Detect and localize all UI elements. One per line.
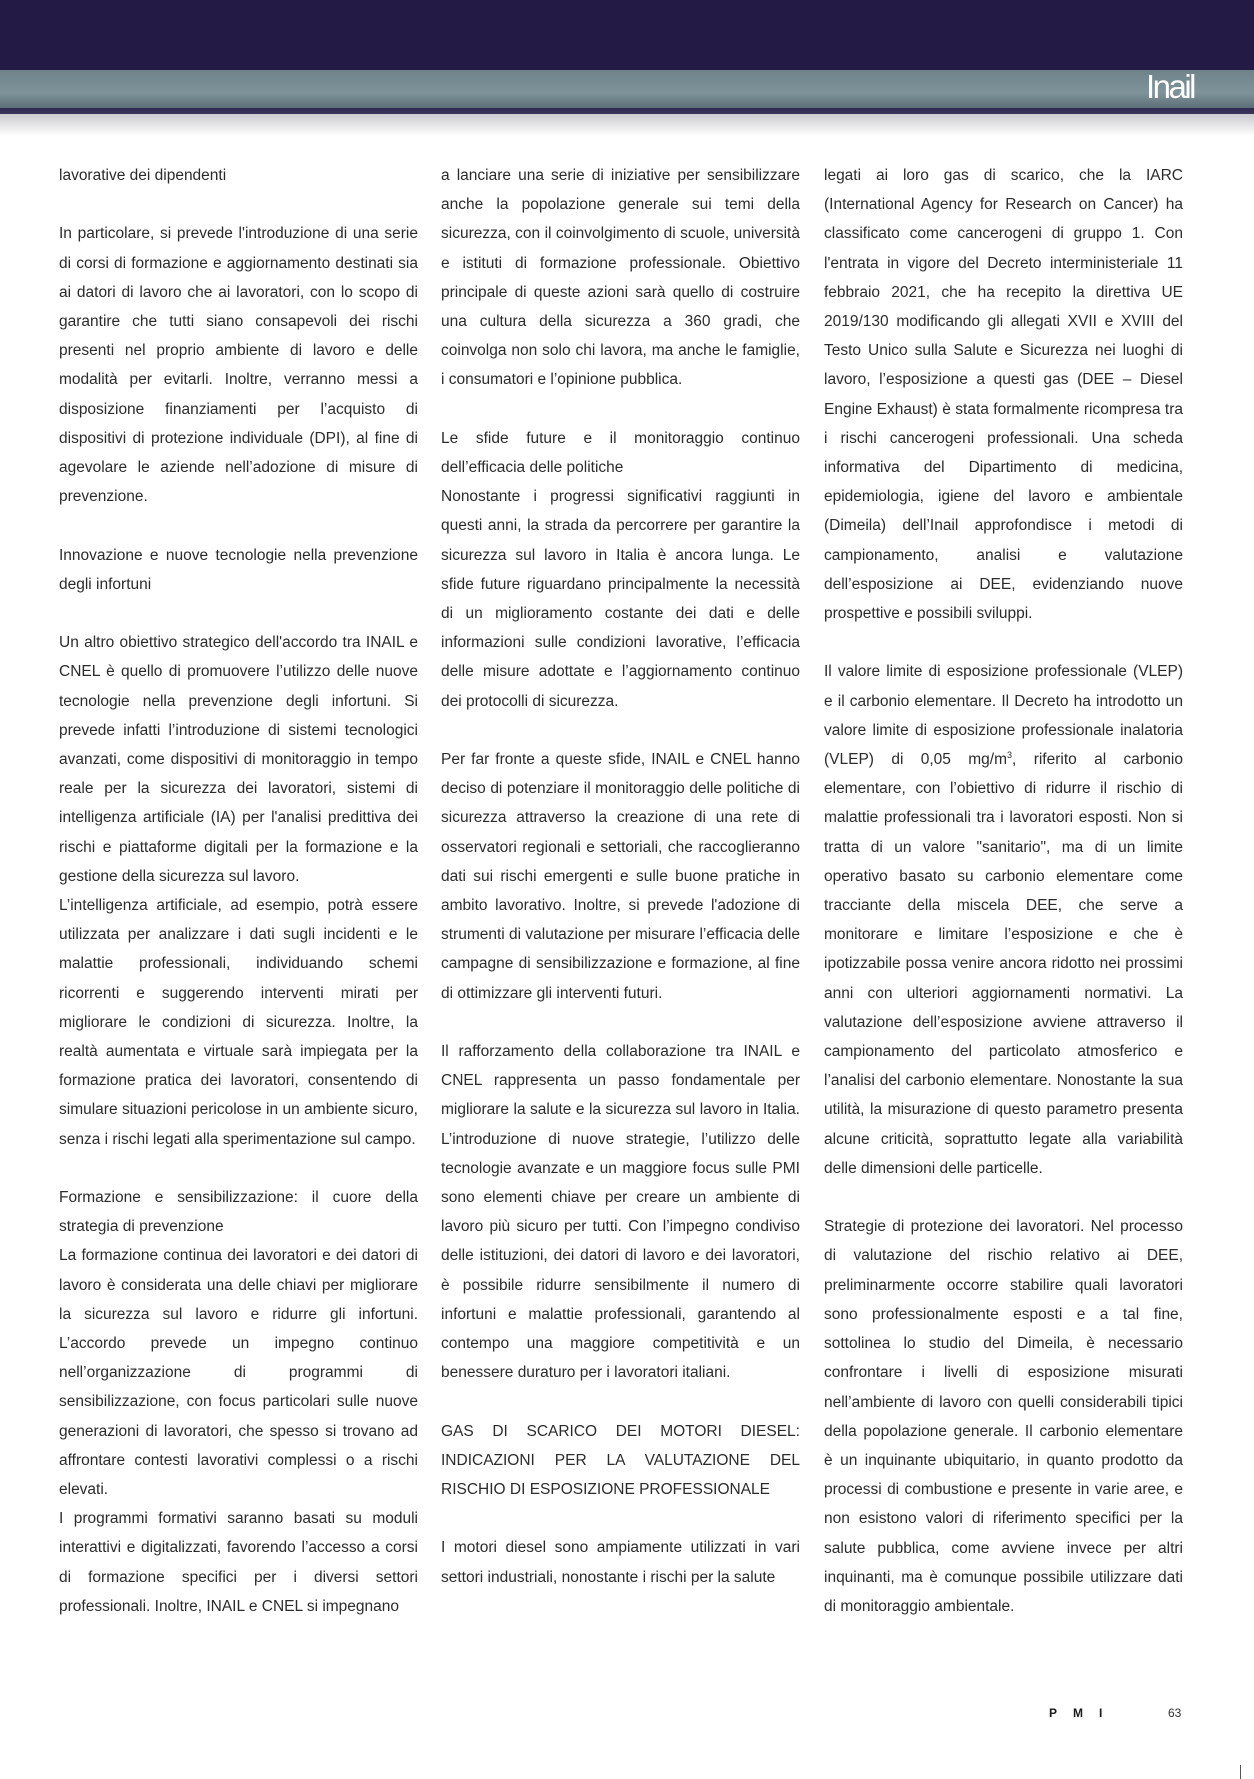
paragraph: Strategie di protezione dei lavoratori. Nel processo di valutazione del rischio relativo ai DEE, preliminarmente occorre stabilire quali lavoratori sono professionalmente esposti e a tal fine, sottolinea lo studio del Dimeila, è necessario confrontare i livelli di esposizione misurati nell’ambiente di lavoro con quelli considerabili tipici della popolazione generale. Il carbonio elementare è un inquinante ubiquitario, in quanto prodotto da processi di combustione e presente in varie aree, e non esistono valori di riferimento specifici per la salute pubblica, come avviene invece per altri inquinanti, ma è comunque possibile utilizzare dati di monitoraggio ambientale. <box>824 1218 1183 1615</box>
paragraph: In particolare, si prevede l'introduzione di una serie di corsi di formazione e aggiornamento destinati sia ai datori di lavoro che ai lavoratori, con lo scopo di garantire che tutti siano consapevoli dei rischi presenti nel proprio ambiente di lavoro e delle modalità per evitarli. Inoltre, verranno messi a disposizione finanziamenti per l’acquisto di dispositivi di protezione individuale (DPI), al fine di agevolare le aziende nell’adozione di misure di prevenzione. <box>59 225 418 506</box>
section-heading: Formazione e sensibilizzazione: il cuore della strategia di prevenzione <box>59 1189 418 1236</box>
text-column-1 <box>59 161 418 1621</box>
paragraph: L’intelligenza artificiale, ad esempio, potrà essere utilizzata per analizzare i dati sugli incidenti e le malattie professionali, individuando schemi ricorrenti e suggerendo interventi mirati per migliorare le condizioni di sicurezza. Inoltre, la realtà aumentata e virtuale sarà impiegata per la formazione pratica dei lavoratori, consentendo di simulare situazioni pericolose in un ambiente sicuro, senza i rischi legati alla sperimentazione sul campo. <box>59 897 418 1148</box>
paragraph <box>824 657 1183 1183</box>
text-column-2 <box>441 161 800 1592</box>
paragraph: Un altro obiettivo strategico dell'accordo tra INAIL e CNEL è quello di promuovere l’utilizzo delle nuove tecnologie nella prevenzione degli infortuni. Si prevede infatti l’introduzione di sistemi tecnologici avanzati, come dispositivi di monitoraggio in tempo reale per la sicurezza dei lavoratori, sistemi di intelligenza artificiale (IA) per l'analisi predittiva dei rischi e piattaforme digitali per la formazione e la gestione della sicurezza sul lavoro. <box>59 634 418 885</box>
paragraph: Il rafforzamento della collaborazione tra INAIL e CNEL rappresenta un passo fondamentale per migliorare la salute e la sicurezza sul lavoro in Italia. L’introduzione di nuove strategie, l’utilizzo delle tecnologie avanzate e un maggiore focus sulle PMI sono elementi chiave per creare un ambiente di lavoro più sicuro per tutti. Con l’impegno condiviso delle istituzioni, dei datori di lavoro e dei lavoratori, è possibile ridurre sensibilmente il numero di infortuni e malattie professionali, garantendo al contempo una maggiore competitività e un benessere duraturo per i lavoratori italiani. <box>441 1043 800 1382</box>
header-band <box>0 70 1254 108</box>
paragraph: a lanciare una serie di iniziative per sensibilizzare anche la popolazione generale sui temi della sicurezza, con il coinvolgimento di scuole, università e istituti di formazione professionale. Obiettivo principale di queste azioni sarà quello di costruire una cultura della sicurezza a 360 gradi, che coinvolga non solo chi lavora, ma anche le famiglie, i consumatori e l’opinione pubblica. <box>441 167 800 389</box>
paragraph: Per far fronte a queste sfide, INAIL e CNEL hanno deciso di potenziare il monitoraggio delle politiche di sicurezza attraverso la creazione di una rete di osservatori regionali e settoriali, che raccoglieranno dati sui rischi emergenti e sulle buone pratiche in ambito lavorativo. Inoltre, si prevede l'adozione di strumenti di valutazione per misurare l’efficacia delle campagne di sensibilizzazione e formazione, al fine di ottimizzare gli interventi futuri. <box>441 751 800 1002</box>
footer-brand: PMI <box>1049 1706 1119 1720</box>
text-column-3 <box>824 161 1183 1621</box>
vlep-text-end: , riferito al carbonio elementare, con l’obiettivo di ridurre il rischio di malattie professionali tra i lavoratori esposti. Non si tratta di un valore "sanitario", ma di un limite operativo basato su carbonio elementare come tracciante della miscela DEE, che serve a monitorare e limitare l’esposizione e che è ipotizzabile possa venire ancora ridotto nei prossimi anni con ulteriori aggiornamenti normativi. La valutazione dell’esposizione avviene attraverso il campionamento del particolato atmosferico e l’analisi del carbonio elementare. Nonostante la sua utilità, la misurazione di questo parametro presenta alcune criticità, soprattutto legate alla variabilità delle dimensioni delle particelle. <box>824 751 1183 1177</box>
section-heading: Le sfide future e il monitoraggio continuo dell’efficacia delle politiche <box>441 429 800 477</box>
section-heading: Innovazione e nuove tecnologie nella prevenzione degli infortuni <box>59 546 418 593</box>
paragraph: I programmi formativi saranno basati su moduli interattivi e digitalizzati, favorendo l’accesso a corsi di formazione specifici per i diversi settori professionali. Inoltre, INAIL e CNEL si impegnano <box>59 1510 418 1615</box>
paragraph: La formazione continua dei lavoratori e dei datori di lavoro è considerata una delle chiavi per migliorare la sicurezza sul lavoro e ridurre gli infortuni. L’accordo prevede un impegno continuo nell’organizzazione di programmi di sensibilizzazione, con focus particolari sulle nuove generazioni di lavoratori, che spesso si trovano ad affrontare contesti lavorativi complessi o a rischi elevati. <box>59 1247 418 1499</box>
section-heading: GAS DI SCARICO DEI MOTORI DIESEL: INDICAZIONI PER LA VALUTAZIONE DEL RISCHIO DI ESPOSIZIONE PROFESSIONALE <box>441 1422 800 1499</box>
paragraph: I motori diesel sono ampiamente utilizzati in vari settori industriali, nonostante i rischi per la salute <box>441 1539 800 1586</box>
paragraph: legati ai loro gas di scarico, che la IARC (International Agency for Research on Cancer) ha classificato come cancerogeni di gruppo 1. Con l'entrata in vigore del Decreto interministeriale 11 febbraio 2021, che ha recepito la direttiva UE 2019/130 modificando gli allegati XVII e XVIII del Testo Unico sulla Salute e Sicurezza nei luoghi di lavoro, l’esposizione a questi gas (DEE – Diesel Engine Exhaust) è stata formalmente ricompresa tra i rischi cancerogeni professionali. Una scheda informativa del Dipartimento di medicina, epidemiologia, igiene del lavoro e ambientale (Dimeila) dell’Inail approfondisce i metodi di campionamento, analisi e valutazione dell’esposizione ai DEE, evidenziando nuove prospettive e possibili sviluppi. <box>824 167 1183 623</box>
vlep-text-start: Il valore limite di esposizione professionale (VLEP) e il carbonio elementare. Il Decreto ha introdotto un valore limite di esposizione professionale inalatoria (VLEP) di 0,05 mg/m <box>824 663 1183 769</box>
paragraph: lavorative dei dipendenti <box>59 167 227 184</box>
page-number: 63 <box>1168 1706 1182 1720</box>
paragraph: Nonostante i progressi significativi raggiunti in questi anni, la strada da percorrere per garantire la sicurezza sul lavoro in Italia è ancora lunga. Le sfide future riguardano principalmente la necessità di un miglioramento costante dei dati e delle informazioni sulle condizioni lavorative, l’efficacia delle misure adottate e l’aggiornamento continuo dei protocolli di sicurezza. <box>441 488 800 710</box>
header-shadow <box>0 114 1254 136</box>
superscript: 3 <box>1007 749 1013 760</box>
inail-logo: Inail <box>1145 68 1194 105</box>
header-dark-bar <box>0 0 1254 70</box>
crop-mark <box>1240 1765 1241 1779</box>
